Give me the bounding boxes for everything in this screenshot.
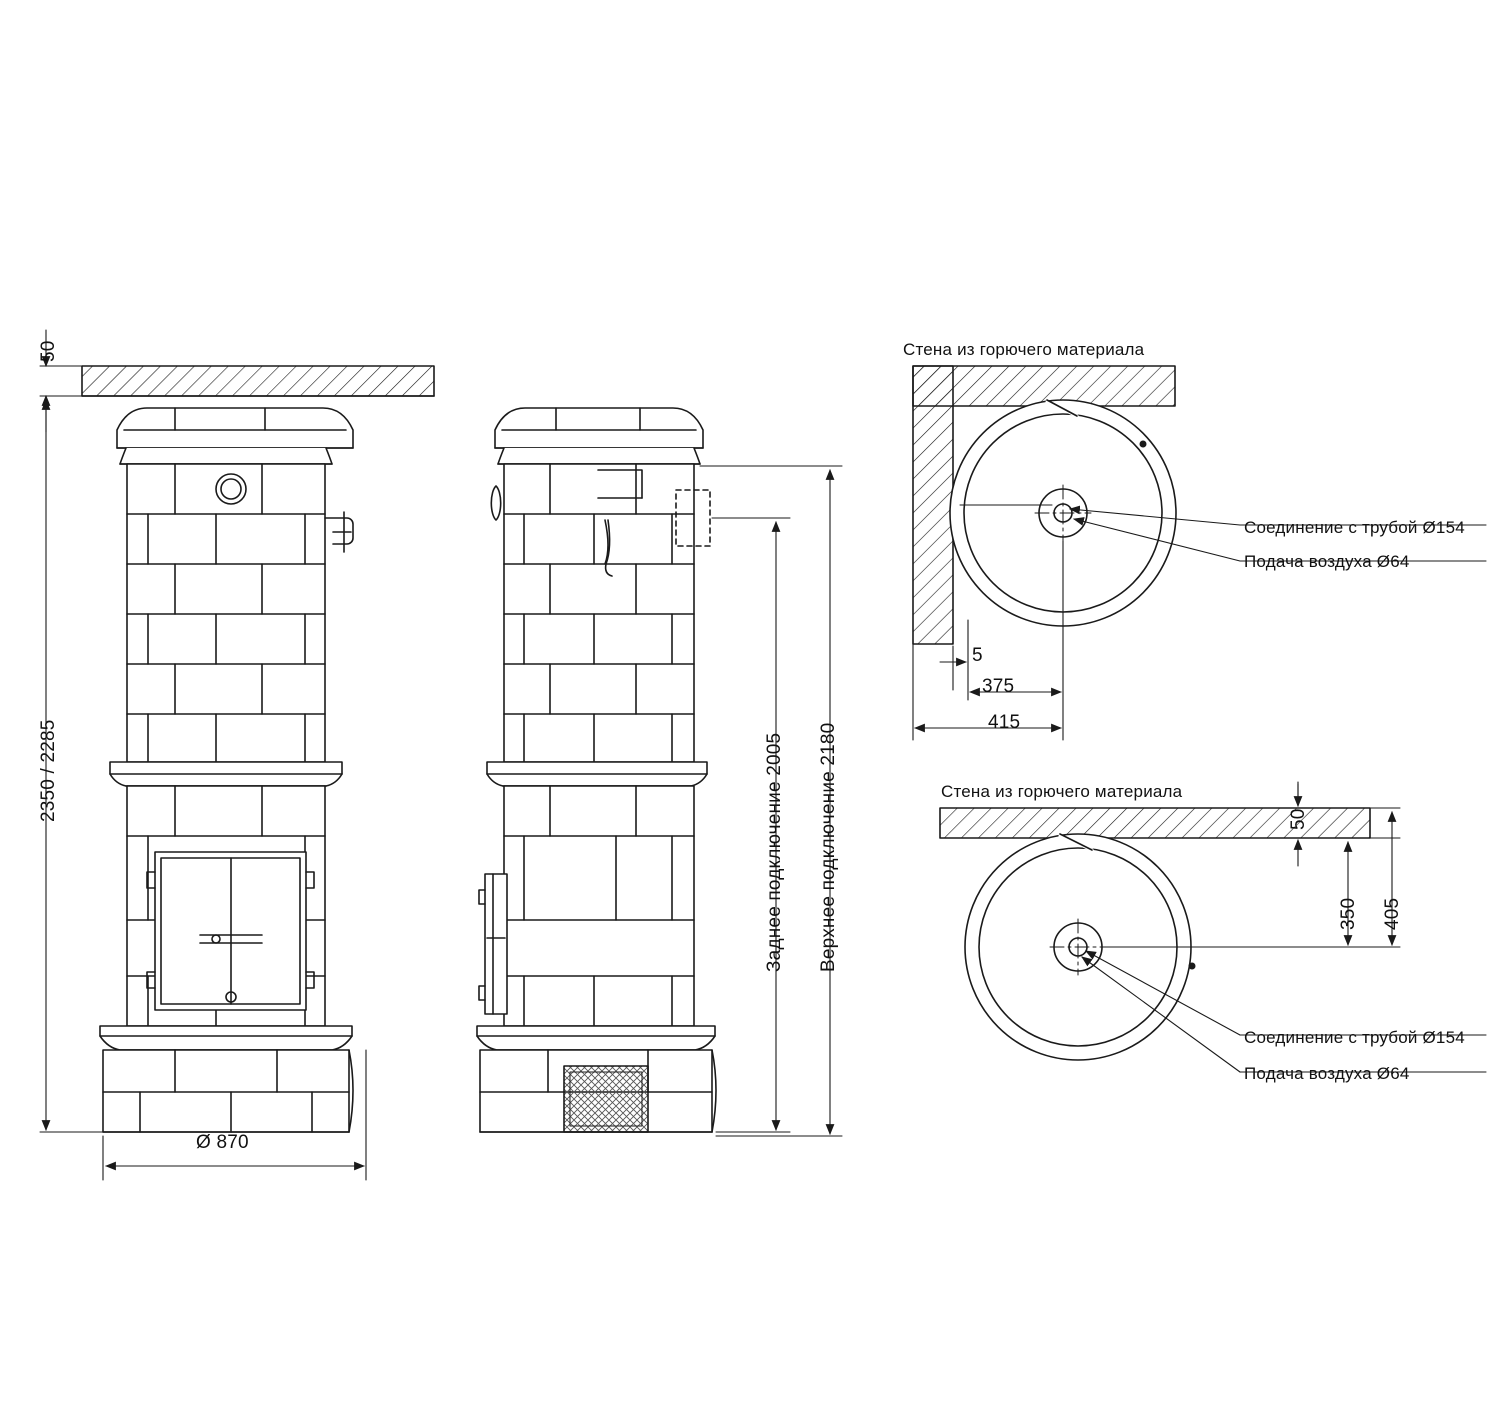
plan-corner-air-callout: Подача воздуха Ø64 xyxy=(1244,552,1410,571)
plan-wall-dim-405: 405 xyxy=(1382,897,1403,930)
front-view-stove xyxy=(100,408,353,1132)
plan-corner-dim-375: 375 xyxy=(982,676,1015,697)
top-connection-dimension: Верхнее подключение 2180 xyxy=(818,722,839,972)
rear-connection-dimension: Заднее подключение 2005 xyxy=(764,732,785,972)
plan-corner-pipe-callout: Соединение с трубой Ø154 xyxy=(1244,518,1465,537)
ceiling-front xyxy=(82,366,434,396)
front-total-height-dimension: 2350 / 2285 xyxy=(38,719,59,822)
plan-wall-dim-350: 350 xyxy=(1338,897,1359,930)
front-ceiling-gap-dimension: 50 xyxy=(38,340,59,362)
side-view-stove xyxy=(477,408,716,1132)
plan-corner-wall-label: Стена из горючего материала xyxy=(903,340,1145,359)
front-width-dimension: Ø 870 xyxy=(196,1132,249,1153)
plan-corner-dim-415: 415 xyxy=(988,712,1021,733)
plan-wall-wall-label: Стена из горючего материала xyxy=(941,782,1183,801)
plan-wall-air-callout: Подача воздуха Ø64 xyxy=(1244,1064,1410,1083)
plan-wall-dim-50: 50 xyxy=(1288,808,1309,830)
plan-wall-pipe-callout: Соединение с трубой Ø154 xyxy=(1244,1028,1465,1047)
plan-corner-dim-5: 5 xyxy=(972,645,983,666)
plan-view-corner xyxy=(913,366,1486,644)
